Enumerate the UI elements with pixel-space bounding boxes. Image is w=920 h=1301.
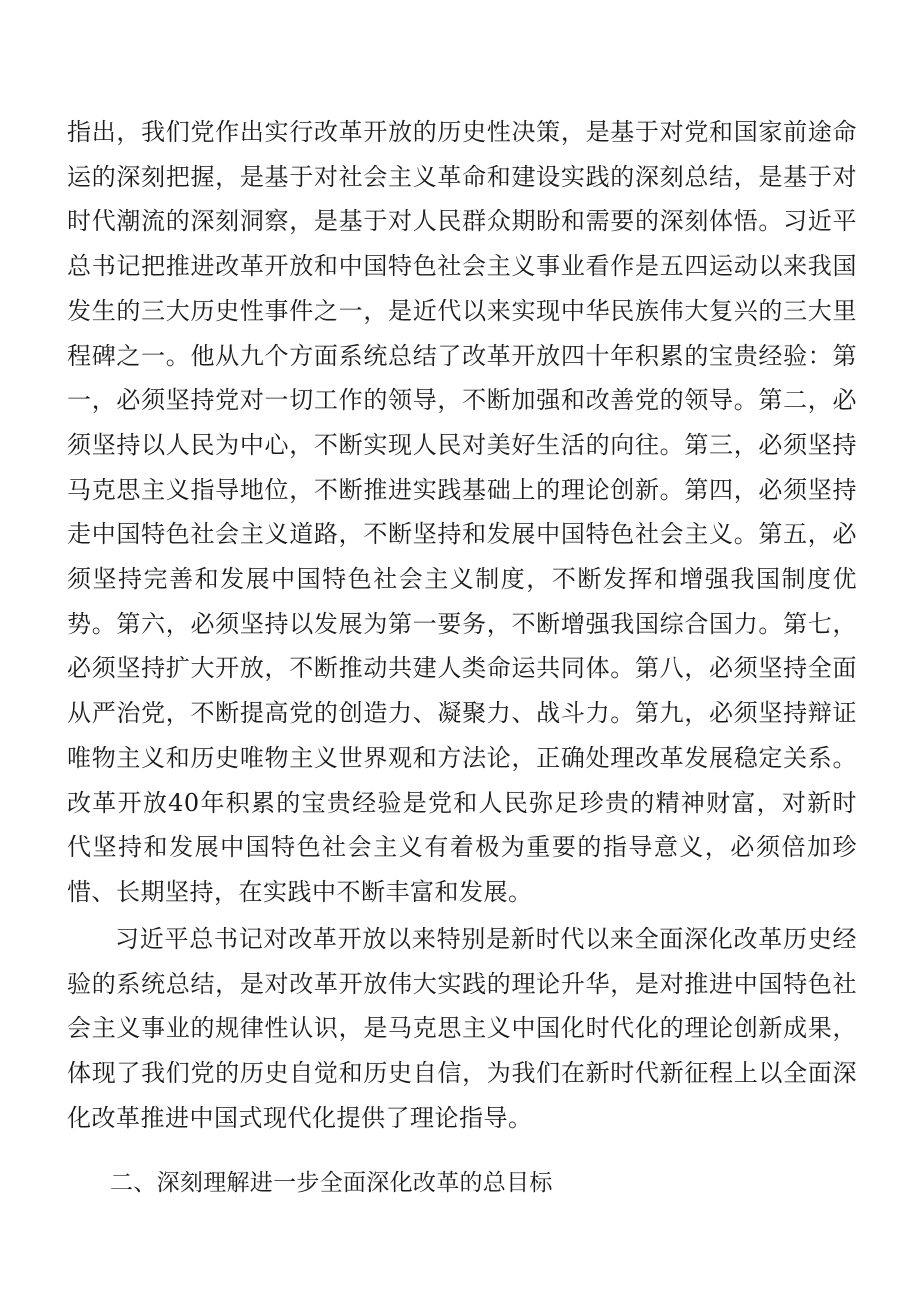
section-heading: 二、深刻理解进一步全面深化改革的总目标 (110, 1170, 553, 1196)
body-paragraph: 习近平总书记对改革开放以来特别是新时代以来全面深化改革历史经验的系统总结，是对改革开放伟大实践的理论升华，是对推进中国特色社会主义事业的规律性认识，是马克思主义中国化时代化的理论创新成果，体现了我们党的历史自觉和历史自信，为我们在新时代新征程上以全面深化改革推进中国式现代化提供了理论指导。 (67, 925, 857, 1132)
body-paragraph: 指出，我们党作出实行改革开放的历史性决策，是基于对党和国家前途命运的深刻把握，是基于对社会主义革命和建设实践的深刻总结，是基于对时代潮流的深刻洞察，是基于对人民群众期盼和需要的深刻体悟。习近平总书记把推进改革开放和中国特色社会主义事业看作是五四运动以来我国发生的三大历史性事件之一，是近代以来实现中华民族伟大复兴的三大里程碑之一。他从九个方面系统总结了改革开放四十年积累的宝贵经验：第一，必须坚持党对一切工作的领导，不断加强和改善党的领导。第二，必须坚持以人民为中心，不断实现人民对美好生活的向往。第三，必须坚持马克思主义指导地位，不断推进实践基础上的理论创新。第四，必须坚持走中国特色社会主义道路，不断坚持和发展中国特色社会主义。第五，必须坚持完善和发展中国特色社会主义制度，不断发挥和增强我国制度优势。第六，必须坚持以发展为第一要务，不断增强我国综合国力。第七，必须坚持扩大开放，不断推动共建人类命运共同体。第八，必须坚持全面从严治党，不断提高党的创造力、凝聚力、战斗力。第九，必须坚持辩证唯物主义和历史唯物主义世界观和方法论，正确处理改革发展稳定关系。改革开放40年积累的宝贵经验是党和人民弥足珍贵的精神财富，对新时代坚持和发展中国特色社会主义有着极为重要的指导意义，必须倍加珍惜、长期坚持，在实践中不断丰富和发展。 (67, 118, 857, 906)
